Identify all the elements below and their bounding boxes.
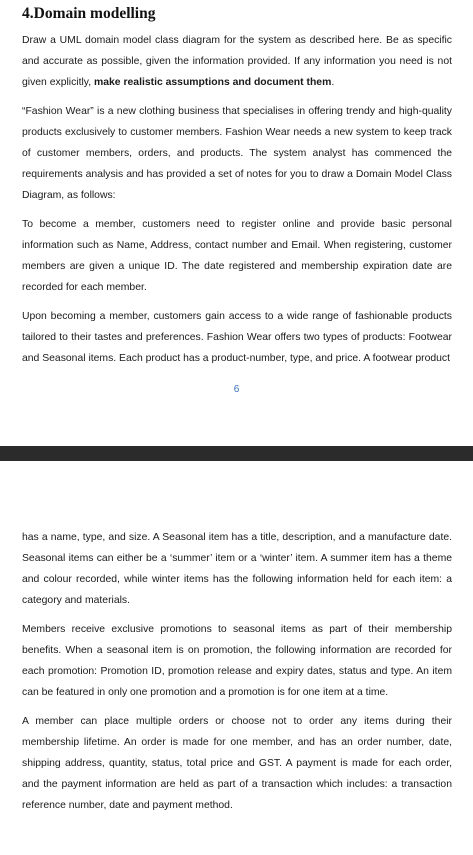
paragraph-products: Upon becoming a member, customers gain access to a wide range of fashionable products tailored to their tastes and preferences. Fashion Wear offers two types of products: Footwear and Seasonal items. Each product has a product-number, type, and price. A footwear product <box>22 311 452 364</box>
section-heading: 4.Domain modelling <box>22 5 156 22</box>
page-separator <box>0 446 473 461</box>
page-content <box>22 527 452 824</box>
intro-end: . <box>331 77 335 88</box>
page-content <box>22 4 452 369</box>
paragraph-membership: To become a member, customers need to register online and provide basic personal information such as Name, Address, contact number and Email. When registering, customer members are given a unique ID. The date registered and membership expiration date are recorded for each member. <box>22 219 452 293</box>
paragraph-product-details: has a name, type, and size. A Seasonal item has a title, description, and a manufacture date. Seasonal items can either be a ‘summer’ item or a ‘winter’ item. A summer item has a theme and colour recorded, while winter items has the following information held for each item: a category and materials. <box>22 532 452 606</box>
paragraph-orders: A member can place multiple orders or choose not to order any items during their membership lifetime. An order is made for one member, and has an order number, date, shipping address, quantity, status, total price and GST. A payment is made for each order, and the payment information are held as part of a transaction which includes: a transaction reference number, date and payment method. <box>22 716 452 811</box>
intro-bold-instruction: make realistic assumptions and document them <box>94 77 332 88</box>
page-number: 6 <box>233 384 240 395</box>
paragraph-business-overview: “Fashion Wear” is a new clothing business that specialises in offering trendy and high-quality products exclusively to customer members. Fashion Wear needs a new system to keep track of customer members, orders, and products. The system analyst has commenced the requirements analysis and has provided a set of notes for you to draw a Domain Model Class Diagram, as follows: <box>22 106 452 201</box>
intro-text: Draw a UML domain model class diagram for the system as described here. Be as specific and accurate as possible, given the information provided. If any information you need is not given explicitly, <box>22 35 452 88</box>
intro-paragraph <box>22 30 452 93</box>
document-page-7 <box>0 461 473 855</box>
paragraph-promotions: Members receive exclusive promotions to seasonal items as part of their membership benefits. When a seasonal item is on promotion, the following information are recorded for each promotion: Promotion ID, promotion release and expiry dates, status and type. An item can be featured in only one promotion and a promotion is for one item at a time. <box>22 624 452 698</box>
